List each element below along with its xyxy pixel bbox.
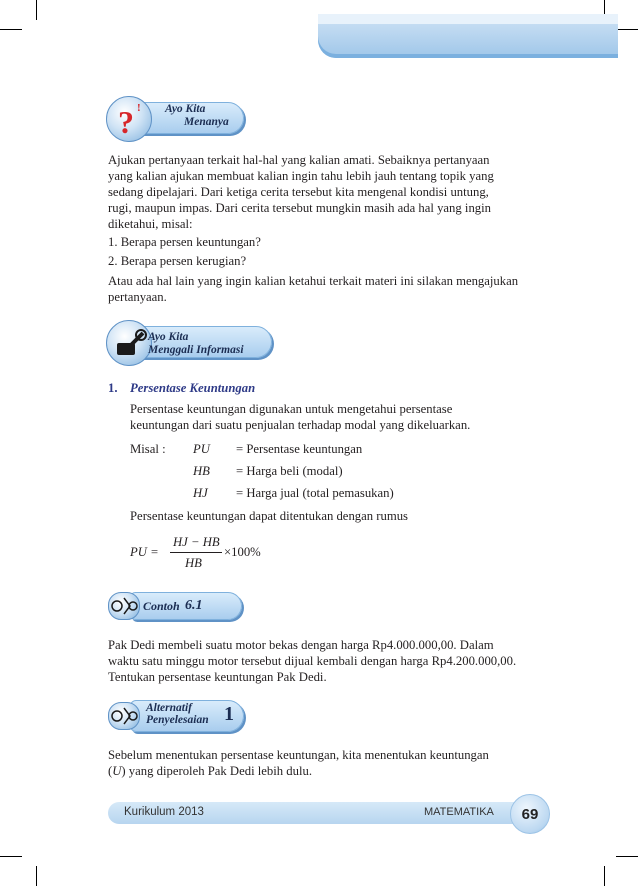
text-fragment: ) yang diperoleh Pak Dedi lebih dulu. [121, 764, 313, 778]
badge-title-line1: Ayo Kita [165, 103, 206, 115]
footer-subject: MATEMATIKA [424, 806, 494, 818]
rumus-intro: Persentase keuntungan dapat ditentukan dengan rumus [130, 509, 408, 523]
list-item: 2. Berapa persen kerugian? [108, 254, 247, 268]
intro-paragraph [108, 152, 546, 232]
def-symbol: PU [193, 442, 210, 456]
formula-times: ×100% [224, 545, 261, 559]
misal-label: Misal : [130, 442, 166, 456]
svg-text:?: ? [118, 104, 134, 140]
badge-title-line1: Ayo Kita [148, 331, 189, 343]
persentase-description [130, 401, 546, 433]
penyelesaian-paragraph [108, 747, 546, 779]
badge-title-line2: Menanya [184, 116, 229, 128]
alternatif-line2: Penyelesaian [146, 714, 209, 726]
header-banner [318, 14, 618, 58]
text-line: keuntungan dari suatu penjualan terhadap modal yang dikeluarkan. [130, 418, 471, 432]
def-symbol: HB [193, 464, 210, 478]
crop-mark [36, 866, 37, 886]
text-line: sedang dipelajari. Dari ketiga cerita tersebut kita mengenal kondisi untung, [108, 185, 489, 199]
contoh-icon [108, 592, 140, 620]
text-line: diketahui, misal: [108, 217, 193, 231]
crop-mark [604, 866, 605, 886]
formula-denominator: HB [185, 556, 202, 570]
crop-mark [36, 0, 37, 20]
magnifier-icon [106, 320, 152, 366]
footer-curriculum: Kurikulum 2013 [124, 806, 204, 818]
crop-mark [616, 856, 638, 857]
text-fragment: ( [108, 764, 113, 778]
question-icon [106, 96, 152, 142]
contoh-paragraph [108, 637, 546, 685]
def-symbol: HJ [193, 486, 208, 500]
text-line: rugi, maupun impas. Dari cerita tersebut mungkin masih ada hal yang ingin [108, 201, 491, 215]
alternatif-line1: Alternatif [146, 702, 193, 714]
text-line: pertanyaan. [108, 290, 167, 304]
crop-mark [0, 856, 22, 857]
def-text: = Persentase keuntungan [236, 442, 363, 456]
page-number: 69 [510, 794, 550, 834]
section-number: 1. [108, 381, 118, 395]
text-line: Atau ada hal lain yang ingin kalian ketahui terkait materi ini silakan mengajukan [108, 274, 519, 288]
badge-title-line2: Menggali Informasi [148, 344, 244, 356]
closing-paragraph [108, 273, 546, 305]
section-title: Persentase Keuntungan [130, 381, 256, 395]
list-item: 1. Berapa persen keuntungan? [108, 235, 261, 249]
crop-mark [616, 29, 638, 30]
text-line: Ajukan pertanyaan terkait hal-hal yang kalian amati. Sebaiknya pertanyaan [108, 153, 490, 167]
formula-lhs: PU = [130, 545, 159, 559]
svg-text:!: ! [137, 102, 141, 114]
alternatif-number: 1 [224, 703, 234, 725]
text-line: waktu satu minggu motor tersebut dijual kembali dengan harga Rp4.200.000,00. [108, 654, 517, 668]
text-line: Persentase keuntungan digunakan untuk mengetahui persentase [130, 402, 453, 416]
def-text: = Harga jual (total pemasukan) [236, 486, 394, 500]
formula-numerator: HJ − HB [173, 535, 220, 549]
fraction-bar [170, 552, 222, 553]
text-line [108, 763, 546, 779]
text-line: Sebelum menentukan persentase keuntungan, kita menentukan keuntungan [108, 748, 489, 762]
def-text: = Harga beli (modal) [236, 464, 343, 478]
contoh-number: 6.1 [185, 598, 203, 613]
text-line: Pak Dedi membeli suatu motor bekas dengan harga Rp4.000.000,00. Dalam [108, 638, 494, 652]
contoh-label: Contoh [143, 599, 180, 613]
crop-mark [0, 29, 22, 30]
text-line: yang kalian ajukan membuat kalian ingin tahu lebih jauh tentang topik yang [108, 169, 494, 183]
alternatif-icon [108, 702, 140, 730]
symbol-u: U [112, 764, 122, 778]
text-line: Tentukan persentase keuntungan Pak Dedi. [108, 670, 327, 684]
